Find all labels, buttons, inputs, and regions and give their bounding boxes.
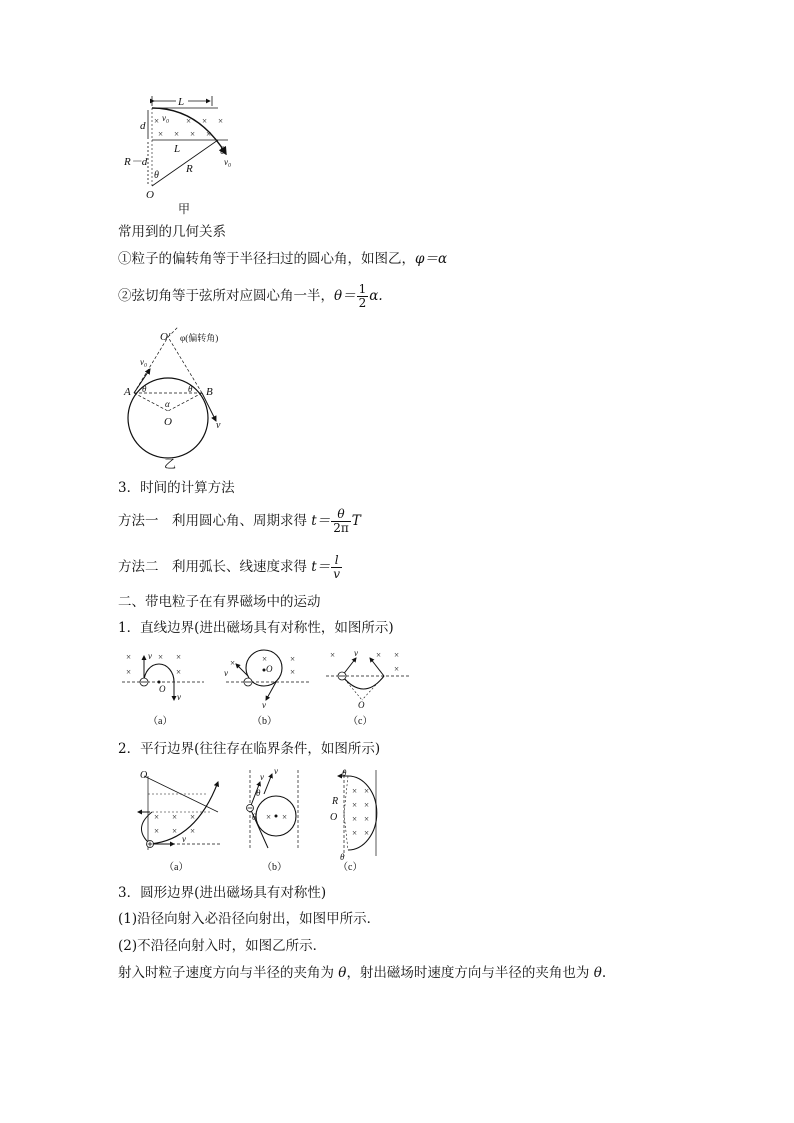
label-theta-o: θ <box>154 170 159 181</box>
cross-mark: × <box>352 800 358 810</box>
label-R: R <box>332 796 339 807</box>
circular-item-3 <box>118 964 606 982</box>
figure-jia <box>118 92 248 220</box>
cross-mark: × <box>352 786 358 796</box>
label-v: v <box>177 692 181 702</box>
label-O: O <box>140 770 148 781</box>
label-v: v <box>354 648 358 658</box>
label-alpha: α <box>165 399 170 409</box>
parallel-fig-b <box>247 766 299 873</box>
label-phi: φ(偏转角) <box>180 333 219 343</box>
label-L-top: L <box>178 96 185 108</box>
fraction-theta-2pi <box>331 508 351 535</box>
label-theta: θ <box>340 852 345 862</box>
cross-mark: × <box>364 828 370 838</box>
caption-yi: 乙 <box>164 457 177 471</box>
frac-num: θ <box>331 508 351 522</box>
cross-mark: × <box>190 826 196 836</box>
straight-fig-b <box>224 650 310 727</box>
frac-den: 2 <box>358 296 367 310</box>
label-theta: θ <box>252 812 257 822</box>
c3-part-b: ，射出磁场时速度方向与半径的夹角也为 <box>346 965 594 981</box>
frac-den: 2π <box>333 521 349 535</box>
cross-mark: × <box>352 814 358 824</box>
cross-mark: × <box>364 800 370 810</box>
item-2-tail: α. <box>369 288 383 304</box>
label-O: O <box>159 684 166 694</box>
label-theta-a: θ <box>142 384 147 394</box>
c3-part-a: 射入时粒子速度方向与半径的夹角为 <box>118 965 339 981</box>
cross-mark: × <box>282 812 288 822</box>
fraction-l-v <box>331 554 342 581</box>
cross-mark: × <box>364 814 370 824</box>
frac-num: l <box>331 554 342 568</box>
cross-mark: × <box>190 129 196 139</box>
figure-parallel-boundary <box>130 764 410 876</box>
circular-boundary-title: 3．圆形边界(进出磁场具有对称性) <box>118 885 327 901</box>
cross-mark: × <box>330 650 336 660</box>
cross-mark: × <box>218 116 224 126</box>
circular-item-1: (1)沿径向射入必沿径向射出，如图甲所示． <box>118 911 381 927</box>
cross-mark: × <box>154 116 160 126</box>
circular-item-2: (2)不沿径向射入时，如图乙所示． <box>118 938 327 954</box>
cross-mark: × <box>394 664 400 674</box>
cross-mark: × <box>174 129 180 139</box>
c3-part-c: . <box>601 965 607 981</box>
straight-fig-a <box>122 651 204 727</box>
label-theta: θ <box>256 788 261 798</box>
label-O: O <box>164 416 172 428</box>
cross-mark: × <box>158 652 164 662</box>
caption-a: （a） <box>164 862 189 873</box>
method-1 <box>118 504 361 538</box>
straight-fig-c <box>326 648 410 727</box>
straight-boundary-title: 1．直线边界(进出磁场具有对称性，如图所示) <box>118 620 394 636</box>
frac-num: 1 <box>358 282 367 296</box>
parallel-fig-c <box>330 768 377 873</box>
cross-mark: × <box>290 654 296 664</box>
caption-a: （a） <box>148 716 173 727</box>
caption-c: （c） <box>338 862 363 873</box>
c3-theta-1: θ <box>338 965 347 981</box>
label-O: O <box>266 664 273 674</box>
fraction-half <box>357 283 369 310</box>
item-1 <box>118 250 447 268</box>
label-v: v <box>224 668 228 678</box>
section-2-title: 二、带电粒子在有界磁场中的运动 <box>118 594 321 610</box>
method-2 <box>118 550 343 584</box>
label-L-mid: L <box>174 143 181 155</box>
label-v: v <box>182 834 186 844</box>
time-title: 3．时间的计算方法 <box>118 480 235 496</box>
caption-b: （b） <box>262 862 287 873</box>
cross-mark: × <box>126 652 132 662</box>
item-1-text: ①粒子的偏转角等于半径扫过的圆心角，如图乙， <box>118 251 415 267</box>
caption-jia: 甲 <box>178 202 191 216</box>
parallel-fig-a <box>138 770 220 873</box>
method-1-t: t＝ <box>311 513 331 529</box>
method-1-tail: T <box>351 513 361 529</box>
method-2-text: 方法二 利用弧长、线速度求得 <box>118 559 312 575</box>
item-2-theta: θ＝ <box>334 288 356 304</box>
cross-mark: × <box>126 667 132 677</box>
caption-c: （c） <box>348 716 373 727</box>
c3-theta-2: θ <box>593 965 602 981</box>
cross-mark: × <box>352 828 358 838</box>
label-v0: v₀ <box>140 357 148 367</box>
label-v: v <box>148 651 152 661</box>
method-2-t: t＝ <box>311 559 331 575</box>
cross-mark: × <box>364 786 370 796</box>
cross-mark: × <box>266 812 272 822</box>
label-A: A <box>124 386 131 398</box>
label-d: d <box>140 120 146 132</box>
label-v: v <box>274 766 278 776</box>
cross-mark: × <box>176 667 182 677</box>
cross-mark: × <box>172 812 178 822</box>
label-theta: θ <box>342 768 347 778</box>
caption-b: （b） <box>252 716 277 727</box>
label-R: R <box>186 163 193 175</box>
geo-title: 常用到的几何关系 <box>118 224 226 240</box>
item-2 <box>118 282 383 310</box>
frac-den: v <box>333 567 341 581</box>
label-O: O <box>146 189 154 201</box>
label-theta-b: θ <box>220 146 225 157</box>
label-O-prime: O′ <box>160 331 171 343</box>
cross-mark: × <box>172 826 178 836</box>
cross-mark: × <box>158 129 164 139</box>
cross-mark: × <box>290 667 296 677</box>
cross-mark: × <box>394 650 400 660</box>
label-O: O <box>358 700 365 710</box>
label-v: v <box>216 420 221 431</box>
label-v0-b: v₀ <box>224 157 232 167</box>
cross-mark: × <box>376 650 382 660</box>
item-2-text: ②弦切角等于弦所对应圆心角一半， <box>118 288 334 304</box>
cross-mark: × <box>176 652 182 662</box>
figure-yi <box>118 325 248 473</box>
method-1-text: 方法一 利用圆心角、周期求得 <box>118 513 312 529</box>
item-1-formula: φ＝α <box>415 251 448 267</box>
cross-mark: × <box>190 812 196 822</box>
cross-mark: × <box>202 116 208 126</box>
cross-mark: × <box>206 129 212 139</box>
label-theta-b: θ <box>188 384 193 394</box>
cross-mark: × <box>262 654 268 664</box>
cross-mark: × <box>154 812 160 822</box>
label-v0-a: v₀ <box>162 113 170 123</box>
figure-straight-boundary <box>118 642 418 730</box>
label-v: v <box>262 700 266 710</box>
label-R-minus-d: R－d <box>124 156 148 168</box>
label-B: B <box>206 386 213 398</box>
parallel-boundary-title: 2．平行边界(往往存在临界条件，如图所示) <box>118 741 381 757</box>
cross-mark: × <box>186 116 192 126</box>
cross-mark: × <box>154 826 160 836</box>
cross-mark: × <box>230 658 236 668</box>
label-v: v <box>260 772 264 782</box>
label-O: O <box>330 812 338 823</box>
